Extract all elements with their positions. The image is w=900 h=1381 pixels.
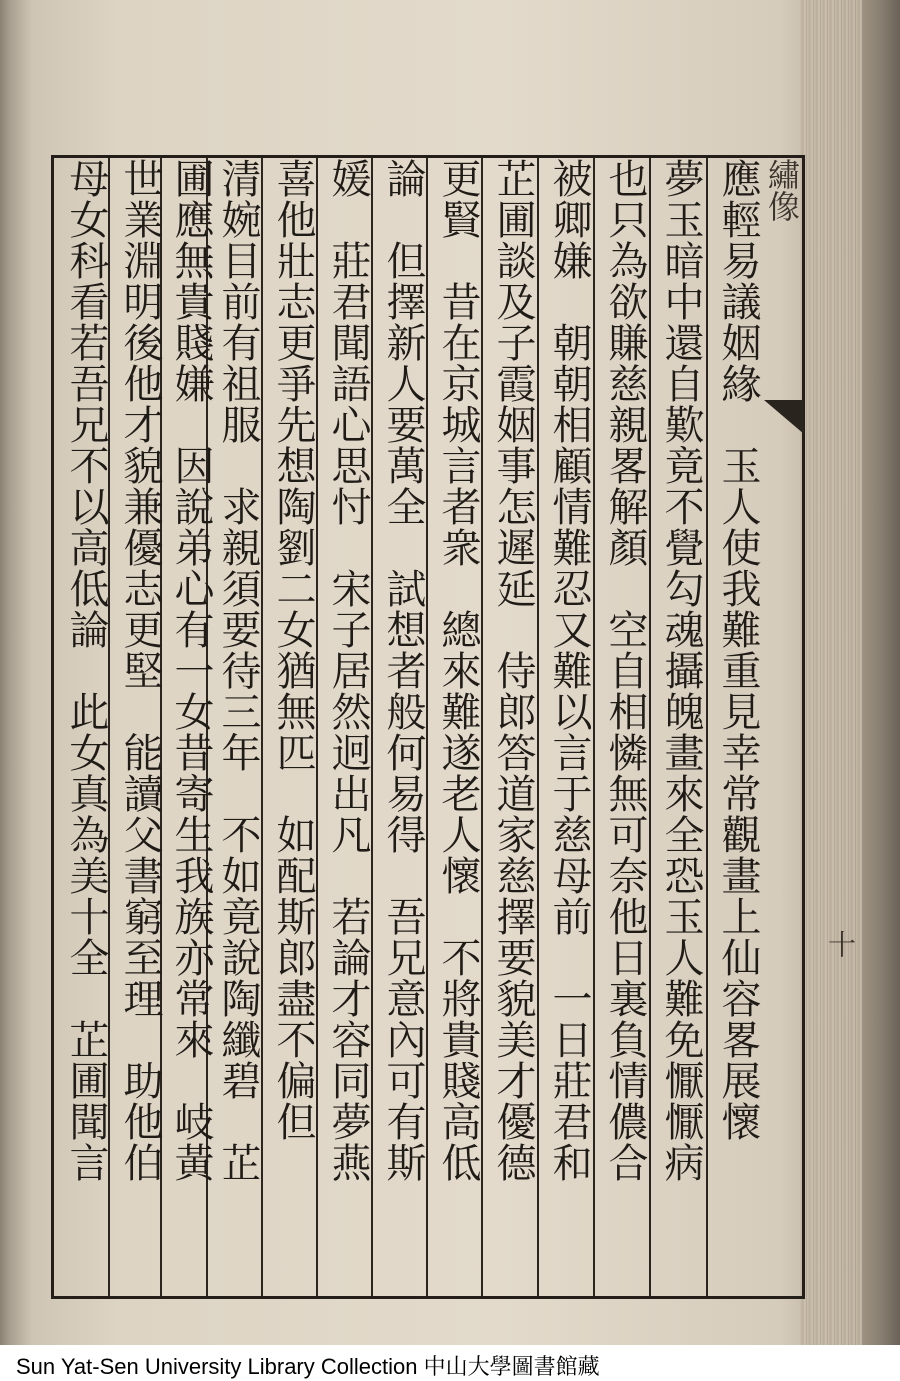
fishtail-mark — [764, 400, 804, 434]
text-column-10: 清婉目前有祖服 求親須要待三年 不如竟說陶纖碧 芷 — [215, 158, 261, 1183]
text-column-8: 媛 莊君聞語心思忖 宋子居然迥出凡 若論才容同夢燕 — [325, 158, 371, 1183]
text-column-5: 芷圃談及子霞姻事怎遲延 侍郎答道家慈擇要貌美才優德 — [490, 158, 536, 1183]
collection-caption: Sun Yat-Sen University Library Collection 中山大學圖書館藏 — [16, 1354, 600, 1379]
text-column-1: 應輕易議姻緣 玉人使我難重見幸常觀畫上仙容畧展懷 — [715, 158, 761, 1142]
text-column-13: 母女科看若吾兄不以高低論 此女真為美十全 芷圃聞言 — [63, 158, 109, 1183]
text-column-12: 世業淵明後他才貌兼優志更堅 能讀父書窮至理 助他伯 — [117, 158, 163, 1183]
page-edge-stack — [800, 0, 862, 1345]
margin-block-header: 繡像 — [763, 158, 801, 222]
text-column-2: 夢玉暗中還自歎竟不覺勾魂攝魄畫來全恐玉人難免懨懨病 — [658, 158, 704, 1183]
text-column-9: 喜他壯志更爭先想陶劉二女猶無匹 如配斯郎盡不偏但 — [270, 158, 316, 1142]
text-column-7: 論 但擇新人要萬全 試想者般何易得 吾兄意內可有斯 — [380, 158, 426, 1183]
text-column-11: 圃應無貴賤嫌 因說弟心有一女昔寄生我族亦常來 岐黃 — [168, 158, 214, 1183]
text-column-6: 更賢 昔在京城言者衆 總來難遂老人懷 不將貴賤高低 — [435, 158, 481, 1183]
page-number: 十 — [824, 930, 857, 958]
text-column-3: 也只為欲賺慈親畧解顏 空自相憐無可奈他日裏負情儂合 — [602, 158, 648, 1183]
text-column-4: 被卿嫌 朝朝相顧情難忍又難以言于慈母前 一日莊君和 — [546, 158, 592, 1183]
